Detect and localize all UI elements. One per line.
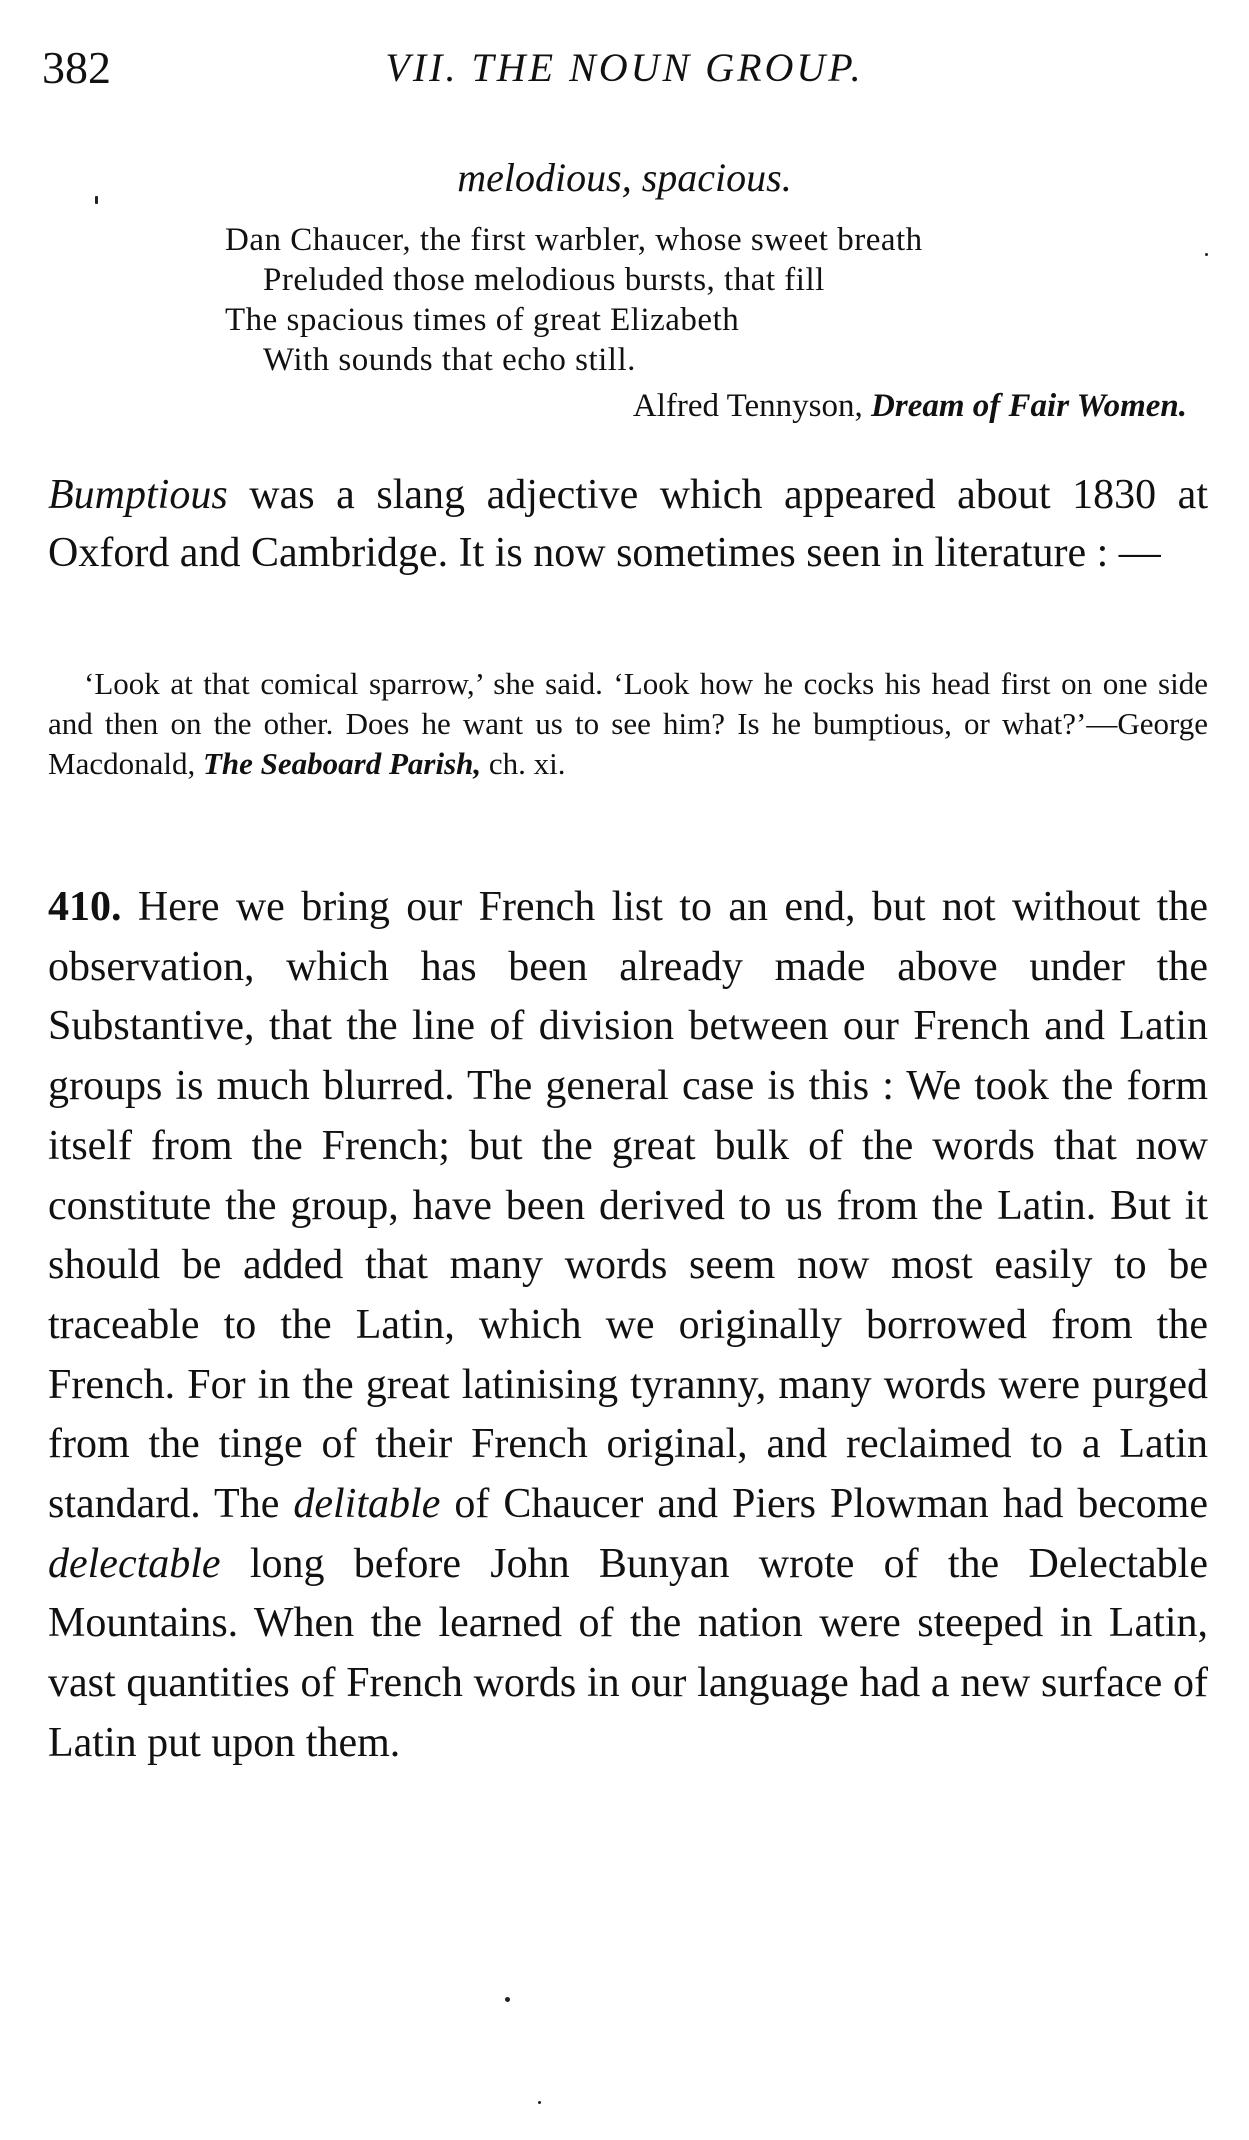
paragraph-text: Here we bring our French list to an end, but not without the observation, which has been already made above under the Substantive, that the line of division between our French and Latin groups is much blurred. The general case is this : We took the form itself from the French; but the great bulk of the words that now constitute the group, have been derived to us from the Latin. But it should be added that many words seem now most easily to be traceable to the Latin, which we originally borrowed from the French. For in the great latinising tyranny, many words were purged from the tinge of their French original, and reclaimed to a Latin standard. The bbox=[48, 884, 1208, 1528]
bumptious-paragraph bbox=[48, 466, 1208, 582]
prose-quotation bbox=[48, 664, 1208, 784]
poem-line: With sounds that echo still. bbox=[263, 342, 636, 378]
section-number: 410. bbox=[48, 884, 122, 930]
chapter-title: VII. THE NOUN GROUP. bbox=[385, 45, 864, 90]
poem-quotation bbox=[225, 220, 923, 380]
poem-line: Preluded those melodious bursts, that fill bbox=[263, 262, 825, 298]
paragraph-text: of Chaucer and Piers Plowman had become bbox=[440, 1481, 1208, 1528]
emphasized-word: delitable bbox=[293, 1481, 441, 1528]
poem-line: The spacious times of great Elizabeth bbox=[225, 302, 740, 338]
poem-line: Dan Chaucer, the first warbler, whose sweet breath bbox=[225, 222, 923, 258]
heading-words: melodious, spacious. bbox=[457, 155, 792, 200]
attribution-author: Alfred Tennyson, bbox=[632, 388, 863, 424]
quotation-text: ‘Look at that comical sparrow,’ she said. ‘Look how he cocks his head first on one side and then on the other. Does he want us to see him? Is he bumptious, or what?’—George Macdonald, bbox=[48, 666, 1208, 781]
print-speck bbox=[1205, 253, 1208, 256]
emphasized-word: delectable bbox=[48, 1540, 221, 1587]
quotation-tail: ch. xi. bbox=[481, 746, 566, 781]
paragraph-text: long before John Bunyan wrote of the Delectable Mountains. When the learned of the nation were steeped in Latin, vast quantities of French words in our language had a new surface of Latin put upon them. bbox=[48, 1540, 1208, 1766]
running-head bbox=[42, 38, 1207, 98]
attribution-work: Dream of Fair Women. bbox=[871, 388, 1187, 424]
lead-word: Bumptious bbox=[48, 472, 228, 518]
quotation-work: The Seaboard Parish, bbox=[202, 746, 482, 781]
poem-attribution bbox=[633, 384, 1187, 428]
print-speck bbox=[505, 1997, 510, 2002]
print-speck bbox=[538, 2101, 541, 2104]
paragraph-text: was a slang adjective which appeared about 1830 at Oxford and Cambridge. It is now sometimes seen in literature : — bbox=[48, 472, 1208, 576]
page-number: 382 bbox=[42, 42, 111, 93]
print-speck bbox=[95, 196, 98, 204]
section-410-paragraph bbox=[48, 878, 1208, 1774]
